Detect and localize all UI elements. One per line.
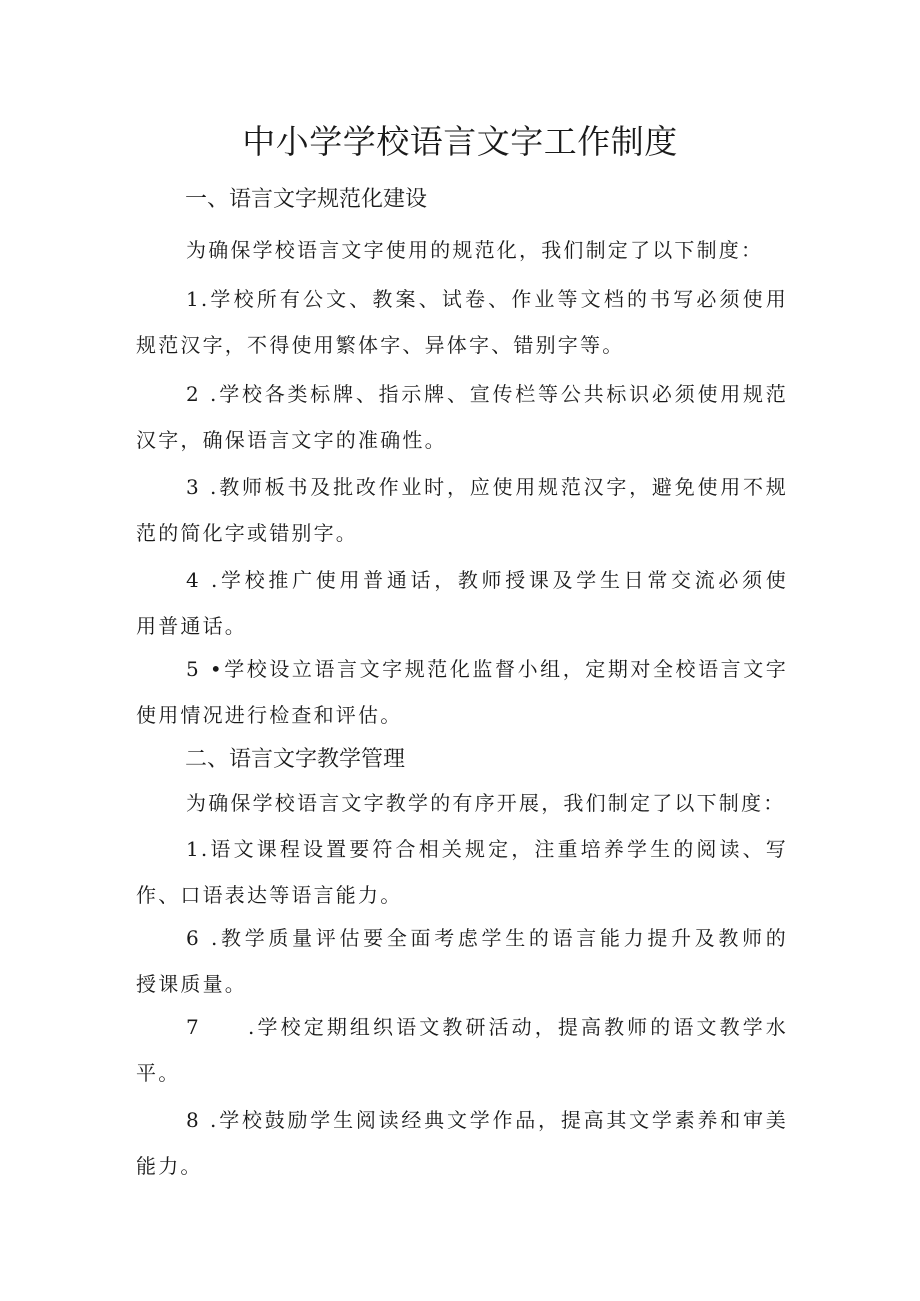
section-2-item-1 [136, 826, 788, 918]
item-line: 用普通话。 [136, 614, 247, 638]
item-line: 范的简化字或错别字。 [136, 521, 358, 545]
item-line: 8 .学校鼓励学生阅读经典文学作品，提高其文学素养和审美 [186, 1108, 788, 1132]
item-line: 7 .学校定期组织语文教研活动，提高教师的语文教学水 [186, 1015, 788, 1039]
section-1-item-5 [136, 646, 788, 738]
item-line: 能力。 [136, 1154, 203, 1178]
section-2-item-4 [136, 1097, 788, 1189]
item-line: 规范汉字，不得使用繁体字、异体字、错别字等。 [136, 333, 625, 357]
item-line: 1.语文课程设置要符合相关规定，注重培养学生的阅读、写 [186, 837, 788, 861]
section-2-intro: 为确保学校语言文字教学的有序开展，我们制定了以下制度： [186, 791, 786, 815]
section-1-item-3 [136, 464, 788, 556]
item-line: 1.学校所有公文、教案、试卷、作业等文档的书写必须使用 [186, 287, 788, 311]
item-line: 4 .学校推广使用普通话，教师授课及学生日常交流必须使 [186, 568, 788, 592]
section-1-intro: 为确保学校语言文字使用的规范化，我们制定了以下制度： [186, 238, 764, 262]
section-1-item-1 [136, 276, 788, 368]
section-1-heading: 一、语言文字规范化建设 [185, 187, 428, 212]
item-line: 作、口语表达等语言能力。 [136, 883, 403, 907]
item-line: 5 •学校设立语言文字规范化监督小组，定期对全校语言文字 [186, 657, 788, 681]
section-2-heading: 二、语言文字教学管理 [185, 747, 406, 772]
item-line: 使用情况进行检查和评估。 [136, 703, 403, 727]
section-2-item-3 [136, 1004, 788, 1096]
item-line: 6 .教学质量评估要全面考虑学生的语言能力提升及教师的 [186, 926, 788, 950]
item-line: 2 .学校各类标牌、指示牌、宣传栏等公共标识必须使用规范 [186, 382, 788, 406]
document-title: 中小学学校语言文字工作制度 [242, 122, 678, 161]
item-line: 平。 [136, 1061, 181, 1085]
section-1-item-2 [136, 371, 788, 463]
item-line: 授课质量。 [136, 972, 247, 996]
item-line: 3 .教师板书及批改作业时，应使用规范汉字，避免使用不规 [186, 475, 788, 499]
item-line: 汉字，确保语言文字的准确性。 [136, 428, 447, 452]
section-1-item-4 [136, 557, 788, 649]
section-2-item-2 [136, 915, 788, 1007]
